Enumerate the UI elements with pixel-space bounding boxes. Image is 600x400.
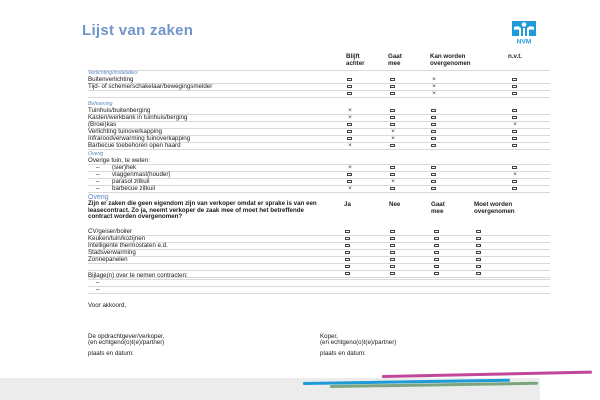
row-label: Kasten/werkbank in tuinhuis/berging (88, 114, 188, 121)
checkbox-empty[interactable] (390, 244, 395, 248)
checkbox-empty[interactable] (512, 144, 517, 148)
divider (88, 70, 550, 71)
header-line: Blijft (346, 53, 360, 60)
checkbox-empty[interactable] (512, 92, 517, 96)
header-line: overgenomen (474, 208, 515, 215)
checkbox-empty[interactable] (512, 166, 517, 170)
buyer-signature-block (320, 334, 396, 357)
checkbox-empty[interactable] (431, 180, 436, 184)
header-line: mee (431, 208, 444, 215)
checkbox-checked[interactable]: × (432, 75, 436, 83)
header-line: achter (346, 60, 365, 67)
checkbox-empty[interactable] (347, 78, 352, 82)
checkbox-empty[interactable] (512, 187, 517, 191)
checkbox-empty[interactable] (476, 230, 481, 234)
header-line: Nee (389, 201, 401, 208)
checkbox-checked[interactable]: × (513, 120, 517, 128)
section-label-behoeving: Behoeving (88, 101, 113, 107)
checkbox-empty[interactable] (434, 251, 439, 255)
checkbox-checked[interactable]: × (391, 177, 395, 185)
checkbox-empty[interactable] (345, 230, 350, 234)
seller-place-date: plaats en datum: (88, 350, 134, 357)
row-label: vlaggenmast(houder) (112, 171, 171, 178)
attachment-bullet: – (96, 279, 100, 286)
checkbox-empty[interactable] (434, 244, 439, 248)
agreement-text: Voor akkoord, (88, 302, 127, 309)
row-label: Buitenverlichting (88, 76, 134, 83)
header-moet-worden-overgenomen (474, 201, 515, 215)
checkbox-empty[interactable] (431, 144, 436, 148)
attachment-bullet: – (96, 286, 100, 293)
checkbox-empty[interactable] (390, 109, 395, 113)
attachments-label: Bijlage(n) over te nemen contracten: (88, 272, 188, 279)
checkbox-empty[interactable] (476, 251, 481, 255)
checkbox-empty[interactable] (431, 137, 436, 141)
checkbox-empty[interactable] (431, 166, 436, 170)
checkbox-checked[interactable]: × (513, 170, 517, 178)
checkbox-empty[interactable] (512, 109, 517, 113)
row-label: Zonnepanelen (88, 256, 128, 263)
checkbox-empty[interactable] (390, 251, 395, 255)
checkbox-empty[interactable] (390, 85, 395, 89)
attachment-item (88, 286, 550, 294)
checkbox-empty[interactable] (347, 85, 352, 89)
section-intro: Overige tuin, te weten: (88, 157, 150, 164)
checkbox-empty[interactable] (512, 85, 517, 89)
checkbox-checked[interactable]: × (348, 106, 352, 114)
header-line: Moet worden (474, 201, 513, 208)
table-row (88, 185, 550, 193)
checkbox-empty[interactable] (347, 92, 352, 96)
checkbox-empty[interactable] (390, 166, 395, 170)
checkbox-empty[interactable] (390, 173, 395, 177)
seller-title: De opdrachtgever/verkoper, (88, 333, 165, 340)
seller-signature-block (88, 334, 164, 357)
row-label: Stadsverwarming (88, 249, 136, 256)
checkbox-empty[interactable] (476, 265, 481, 269)
header-gaat-mee (388, 53, 402, 67)
section-label-overig: Overig (88, 151, 104, 157)
checkbox-checked[interactable]: × (391, 127, 395, 135)
checkbox-empty[interactable] (347, 173, 352, 177)
header-blijft-achter (346, 53, 365, 67)
checkbox-empty[interactable] (390, 265, 395, 269)
checkbox-checked[interactable]: × (432, 82, 436, 90)
checkbox-empty[interactable] (431, 173, 436, 177)
checkbox-empty[interactable] (476, 258, 481, 262)
row-bullet: – (96, 164, 100, 171)
checkbox-empty[interactable] (390, 237, 395, 241)
checkbox-checked[interactable]: × (391, 134, 395, 142)
checkbox-empty[interactable] (476, 237, 481, 241)
lease-question: Zijn er zaken die geen eigendom zijn van verkoper omdat er sprake is van een leasecontract. Zo ja, neemt verkoper de zaak mee of moet het betreffende contract worden overgenomen? (88, 200, 317, 221)
checkbox-empty[interactable] (390, 258, 395, 262)
checkbox-empty[interactable] (390, 144, 395, 148)
checkbox-empty[interactable] (390, 230, 395, 234)
checkbox-empty[interactable] (347, 130, 352, 134)
row-label: Infraroodverwarming tuinoverkapping (88, 135, 191, 142)
header-nee (389, 201, 400, 208)
nvm-logo-icon (511, 20, 537, 46)
buyer-title: Koper, (320, 333, 338, 340)
row-label: Keuken/tuin/kozijnen (88, 235, 146, 242)
checkbox-empty[interactable] (431, 187, 436, 191)
section-label-verlichting: Verlichting/installaties (88, 70, 138, 76)
nvm-logo-text: NVM (516, 38, 532, 46)
checkbox-empty[interactable] (431, 116, 436, 120)
header-kan-worden-overgenomen (430, 53, 471, 67)
header-line: Gaat (431, 201, 445, 208)
row-label: (Broei)kas (88, 121, 117, 128)
row-label: Verlichting tuinoverkapping (88, 128, 162, 135)
checkbox-empty[interactable] (347, 180, 352, 184)
checkbox-empty[interactable] (431, 123, 436, 127)
row-label: Tijd- of schemerschakelaar/bewegingsmelder (88, 83, 213, 90)
checkbox-empty[interactable] (431, 109, 436, 113)
checkbox-empty[interactable] (347, 123, 352, 127)
checkbox-empty[interactable] (512, 78, 517, 82)
table-row (88, 142, 550, 150)
checkbox-empty[interactable] (512, 116, 517, 120)
checkbox-empty[interactable] (345, 237, 350, 241)
checkbox-empty[interactable] (434, 265, 439, 269)
checkbox-empty[interactable] (512, 130, 517, 134)
row-label: Barbecue toebehoren open haard (88, 142, 181, 149)
header-line: Gaat (388, 53, 402, 60)
footer-stripe-magenta (382, 371, 592, 378)
section-label-overig-lease: Overig (88, 194, 109, 201)
header-line: Ja (344, 201, 351, 208)
header-line: n.v.t. (508, 53, 522, 60)
checkbox-empty[interactable] (345, 244, 350, 248)
checkbox-empty[interactable] (434, 237, 439, 241)
checkbox-empty[interactable] (434, 258, 439, 262)
checkbox-empty[interactable] (347, 137, 352, 141)
row-bullet: – (96, 171, 100, 178)
nvm-logo (511, 20, 537, 46)
row-label: Tuinhuis/buitenberging (88, 107, 151, 114)
buyer-partner: (en echtgeno(o)t(e)/partner) (320, 339, 397, 346)
checkbox-checked[interactable]: × (348, 184, 352, 192)
row-label: barbecue zitkuil (112, 185, 155, 192)
checkbox-empty[interactable] (345, 265, 350, 269)
row-label: (sier)hek (112, 164, 137, 171)
checkbox-empty[interactable] (434, 230, 439, 234)
seller-partner: (en echtgeno(o)t(e)/partner) (88, 339, 165, 346)
row-label: CV/geiser/boiler (88, 228, 133, 235)
checkbox-empty[interactable] (345, 251, 350, 255)
row-bullet: – (96, 178, 100, 185)
page-title: Lijst van zaken (82, 22, 194, 39)
header-line: overgenomen (430, 60, 471, 67)
header-ja (344, 201, 351, 208)
header-gaat-mee-2 (431, 201, 445, 215)
checkbox-empty[interactable] (512, 137, 517, 141)
checkbox-empty[interactable] (512, 180, 517, 184)
checkbox-checked[interactable]: × (348, 113, 352, 121)
row-label: parasol zitkuil (112, 178, 150, 185)
checkbox-checked[interactable]: × (348, 163, 352, 171)
checkbox-empty[interactable] (390, 187, 395, 191)
checkbox-empty[interactable] (390, 78, 395, 82)
header-line: mee (388, 60, 401, 67)
checkbox-empty[interactable] (390, 92, 395, 96)
checkbox-empty[interactable] (345, 258, 350, 262)
buyer-place-date: plaats en datum: (320, 350, 366, 357)
row-bullet: – (96, 185, 100, 192)
header-line: Kan worden (430, 53, 466, 60)
row-label: Intelligente thermostaten e.d. (88, 242, 168, 249)
checkbox-empty[interactable] (476, 244, 481, 248)
header-nvt (508, 53, 522, 60)
table-row (88, 90, 550, 98)
checkbox-empty[interactable] (390, 116, 395, 120)
checkbox-empty[interactable] (390, 123, 395, 127)
checkbox-checked[interactable]: × (348, 141, 352, 149)
checkbox-checked[interactable]: × (432, 89, 436, 97)
checkbox-empty[interactable] (431, 130, 436, 134)
